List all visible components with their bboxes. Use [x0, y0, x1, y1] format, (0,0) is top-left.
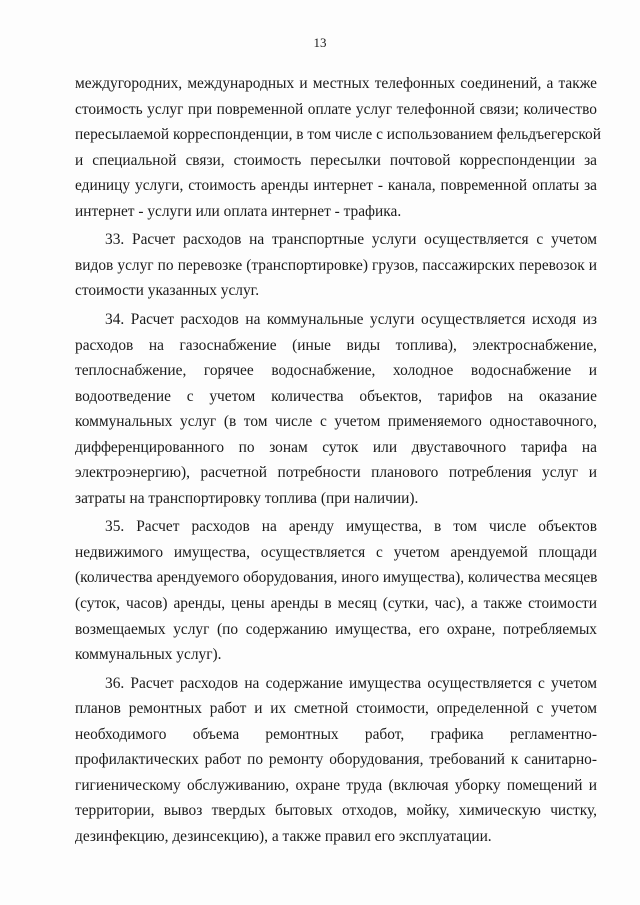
text-line: интернет - услуги или оплата интернет - трафика.	[75, 203, 402, 220]
text-line: дезинфекцию, дезинсекцию), а также правил его эксплуатации.	[75, 828, 492, 845]
text-line: теплоснабжение, горячее водоснабжение, холодное водоснабжение и	[75, 362, 597, 379]
text-line: гигиеническому обслуживанию, охране труда (включая уборку помещений и	[75, 777, 597, 794]
text-line: 34. Расчет расходов на коммунальные услуги осуществляется исходя из	[105, 311, 597, 328]
text-line: (суток, часов) аренды, цены аренды в месяц (сутки, час), а также стоимости	[75, 595, 597, 612]
text-line: дифференцированного по зонам суток или двуставочного тарифа на	[75, 439, 597, 456]
text-line: междугородних, международных и местных телефонных соединений, а также	[75, 75, 597, 92]
text-line: стоимости указанных услуг.	[75, 282, 260, 299]
text-line: профилактических работ по ремонту оборудования, требований к санитарно-	[75, 751, 597, 768]
text-line: 33. Расчет расходов на транспортные услуги осуществляется с учетом	[105, 231, 597, 248]
text-line: водоотведение с учетом количества объектов, тарифов на оказание	[75, 388, 597, 405]
text-line: пересылаемой корреспонденции, в том числе с использованием фельдъегерской	[75, 126, 601, 143]
text-line: затраты на транспортировку топлива (при наличии).	[75, 490, 419, 507]
text-line: недвижимого имущества, осуществляется с учетом арендуемой площади	[75, 544, 597, 561]
text-line: (количества арендуемого оборудования, иного имущества), количества месяцев	[75, 569, 598, 586]
text-line: коммунальных услуг (в том числе с учетом применяемого одноставочного,	[75, 413, 597, 430]
text-line: и специальной связи, стоимость пересылки почтовой корреспонденции за	[75, 152, 597, 169]
text-line: расходов на газоснабжение (иные виды топлива), электроснабжение,	[75, 337, 597, 354]
text-line: электроэнергию), расчетной потребности планового потребления услуг и	[75, 464, 597, 481]
text-line: планов ремонтных работ и их сметной стоимости, определенной с учетом	[75, 700, 597, 717]
text-line: единицу услуги, стоимость аренды интернет - канала, повременной оплаты за	[75, 177, 597, 194]
text-line: коммунальных услуг).	[75, 646, 222, 663]
text-line: необходимого объема ремонтных работ, графика регламентно-	[75, 726, 597, 743]
page-number: 13	[313, 35, 327, 50]
text-line: 36. Расчет расходов на содержание имущества осуществляется с учетом	[105, 675, 597, 692]
text-line: стоимость услуг при повременной оплате услуг телефонной связи; количество	[75, 101, 597, 118]
text-line: территории, вывоз твердых бытовых отходов, мойку, химическую чистку,	[75, 802, 597, 819]
text-line: 35. Расчет расходов на аренду имущества, в том числе объектов	[105, 518, 597, 535]
text-line: возмещаемых услуг (по содержанию имущества, его охране, потребляемых	[75, 621, 597, 638]
text-line: видов услуг по перевозке (транспортировке) грузов, пассажирских перевозок и	[75, 257, 597, 274]
